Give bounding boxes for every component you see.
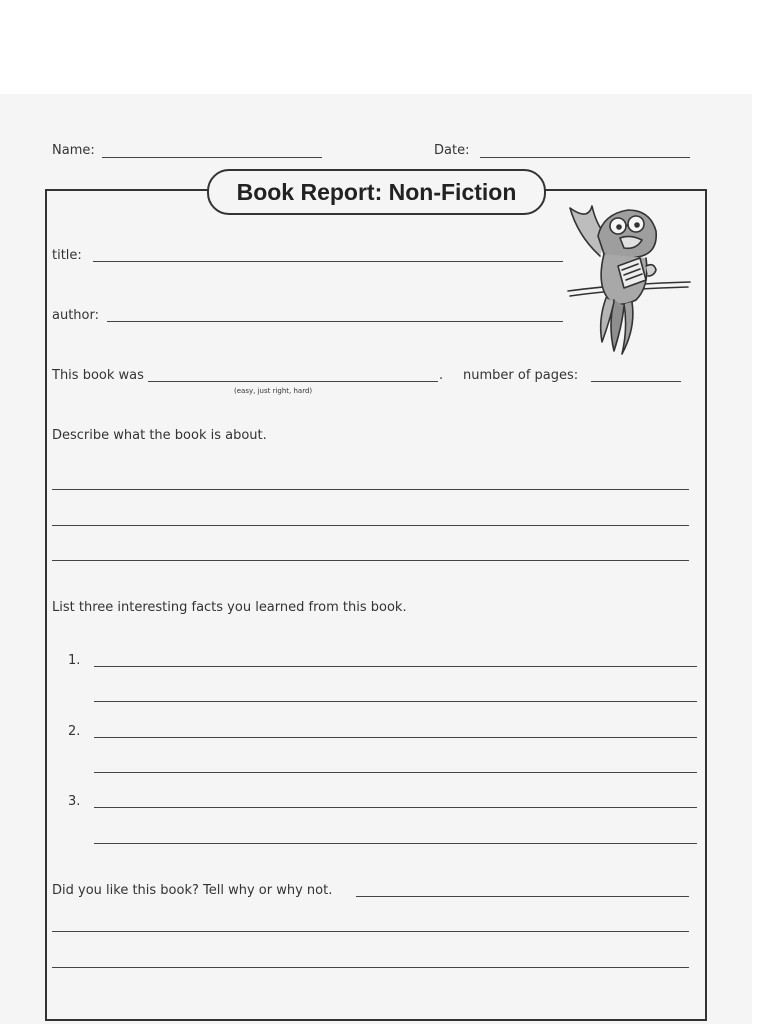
- fact-number: 2.: [68, 724, 81, 739]
- title-banner: [207, 169, 546, 215]
- fact-line[interactable]: [94, 701, 697, 702]
- book-was-label: This book was: [52, 368, 144, 383]
- author-field-label: author:: [52, 308, 99, 323]
- title-line[interactable]: [93, 261, 563, 262]
- date-line[interactable]: [480, 157, 690, 158]
- liked-line[interactable]: [52, 967, 689, 968]
- difficulty-hint: (easy, just right, hard): [234, 387, 313, 395]
- fact-line[interactable]: [94, 666, 697, 667]
- pages-line[interactable]: [591, 381, 681, 382]
- difficulty-line[interactable]: [148, 381, 438, 382]
- fact-line[interactable]: [94, 737, 697, 738]
- liked-prompt: Did you like this book? Tell why or why not.: [52, 883, 333, 898]
- name-line[interactable]: [102, 157, 322, 158]
- fact-number: 3.: [68, 794, 81, 809]
- pages-label: number of pages:: [463, 368, 579, 383]
- describe-line[interactable]: [52, 560, 689, 561]
- parrot-reading-book-icon: [558, 196, 693, 356]
- fact-line[interactable]: [94, 807, 697, 808]
- name-label: Name:: [52, 143, 95, 158]
- frame-top-left: [45, 189, 209, 191]
- fact-line[interactable]: [94, 772, 697, 773]
- fact-line[interactable]: [94, 843, 697, 844]
- liked-line[interactable]: [52, 931, 689, 932]
- author-line[interactable]: [107, 321, 563, 322]
- describe-line[interactable]: [52, 489, 689, 490]
- date-label: Date:: [434, 143, 470, 158]
- frame-top-right: [540, 189, 705, 191]
- page-title: Book Report: Non-Fiction: [236, 178, 517, 205]
- facts-prompt: List three interesting facts you learned from this book.: [52, 600, 407, 615]
- describe-prompt: Describe what the book is about.: [52, 428, 267, 443]
- describe-line[interactable]: [52, 525, 689, 526]
- fact-number: 1.: [68, 653, 81, 668]
- liked-line[interactable]: [356, 896, 689, 897]
- title-field-label: title:: [52, 248, 82, 263]
- difficulty-period: .: [439, 368, 444, 383]
